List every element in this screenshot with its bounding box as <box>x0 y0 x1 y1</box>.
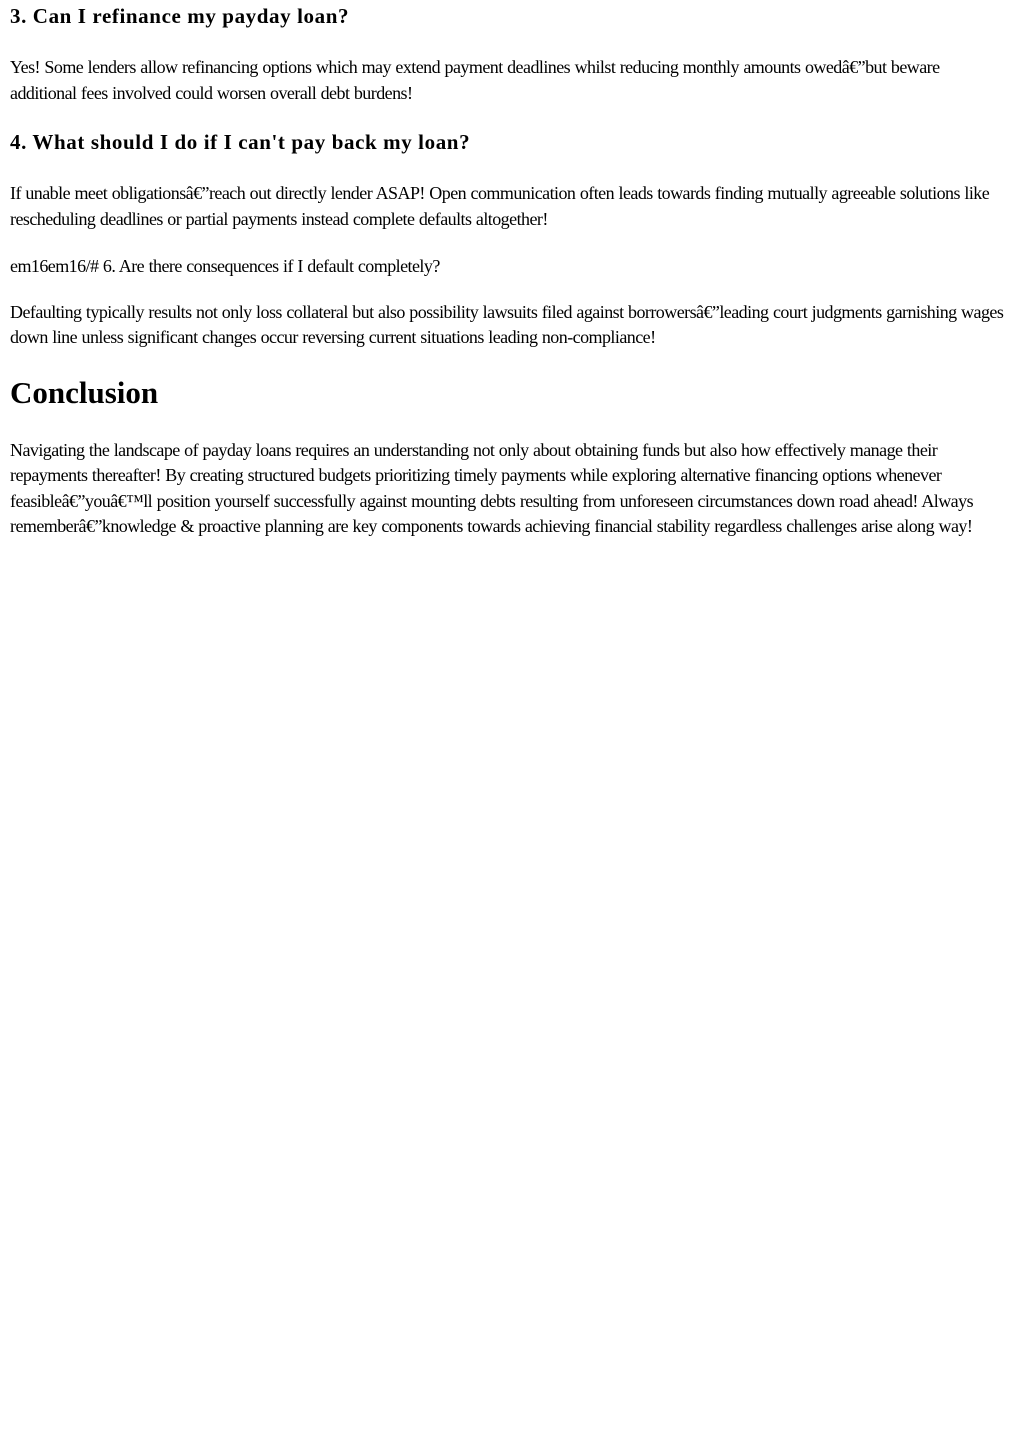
conclusion-heading: Conclusion <box>10 374 159 410</box>
faq-heading-cant-pay: 4. What should I do if I can't pay back my loan? <box>10 130 471 154</box>
faq-heading-refinance: 3. Can I refinance my payday loan? <box>10 4 350 28</box>
faq-answer-default: Defaulting typically results not only loss collateral but also possibility lawsuits filed against borrowersâ€”leading court judgments garnishing wages down line unless significant changes occur reversing current situations leading non-compliance! <box>10 301 1004 347</box>
conclusion-paragraph: Navigating the landscape of payday loans requires an understanding not only about obtaining funds but also how effectively manage their repayments thereafter! By creating structured budgets prioritizing timely payments while exploring alternative financing options whenever feasibleâ€”youâ€™ll position yourself successfully against mounting debts resulting from unforeseen circumstances down road ahead! Always rememberâ€”knowledge & proactive planning are key components towards achieving financial stability regardless challenges arise along way! <box>10 439 974 536</box>
document-page <box>10 0 1005 540</box>
faq-answer-refinance: Yes! Some lenders allow refinancing options which may extend payment deadlines whilst reducing monthly amounts owedâ€”but beware additional fees involved could worsen overall debt burdens! <box>10 57 940 103</box>
faq-question-default: em16em16/# 6. Are there consequences if I default completely? <box>10 256 440 276</box>
faq-answer-cant-pay: If unable meet obligationsâ€”reach out directly lender ASAP! Open communication often leads towards finding mutually agreeable solutions like rescheduling deadlines or partial payments instead complete defaults altogether! <box>10 183 990 229</box>
